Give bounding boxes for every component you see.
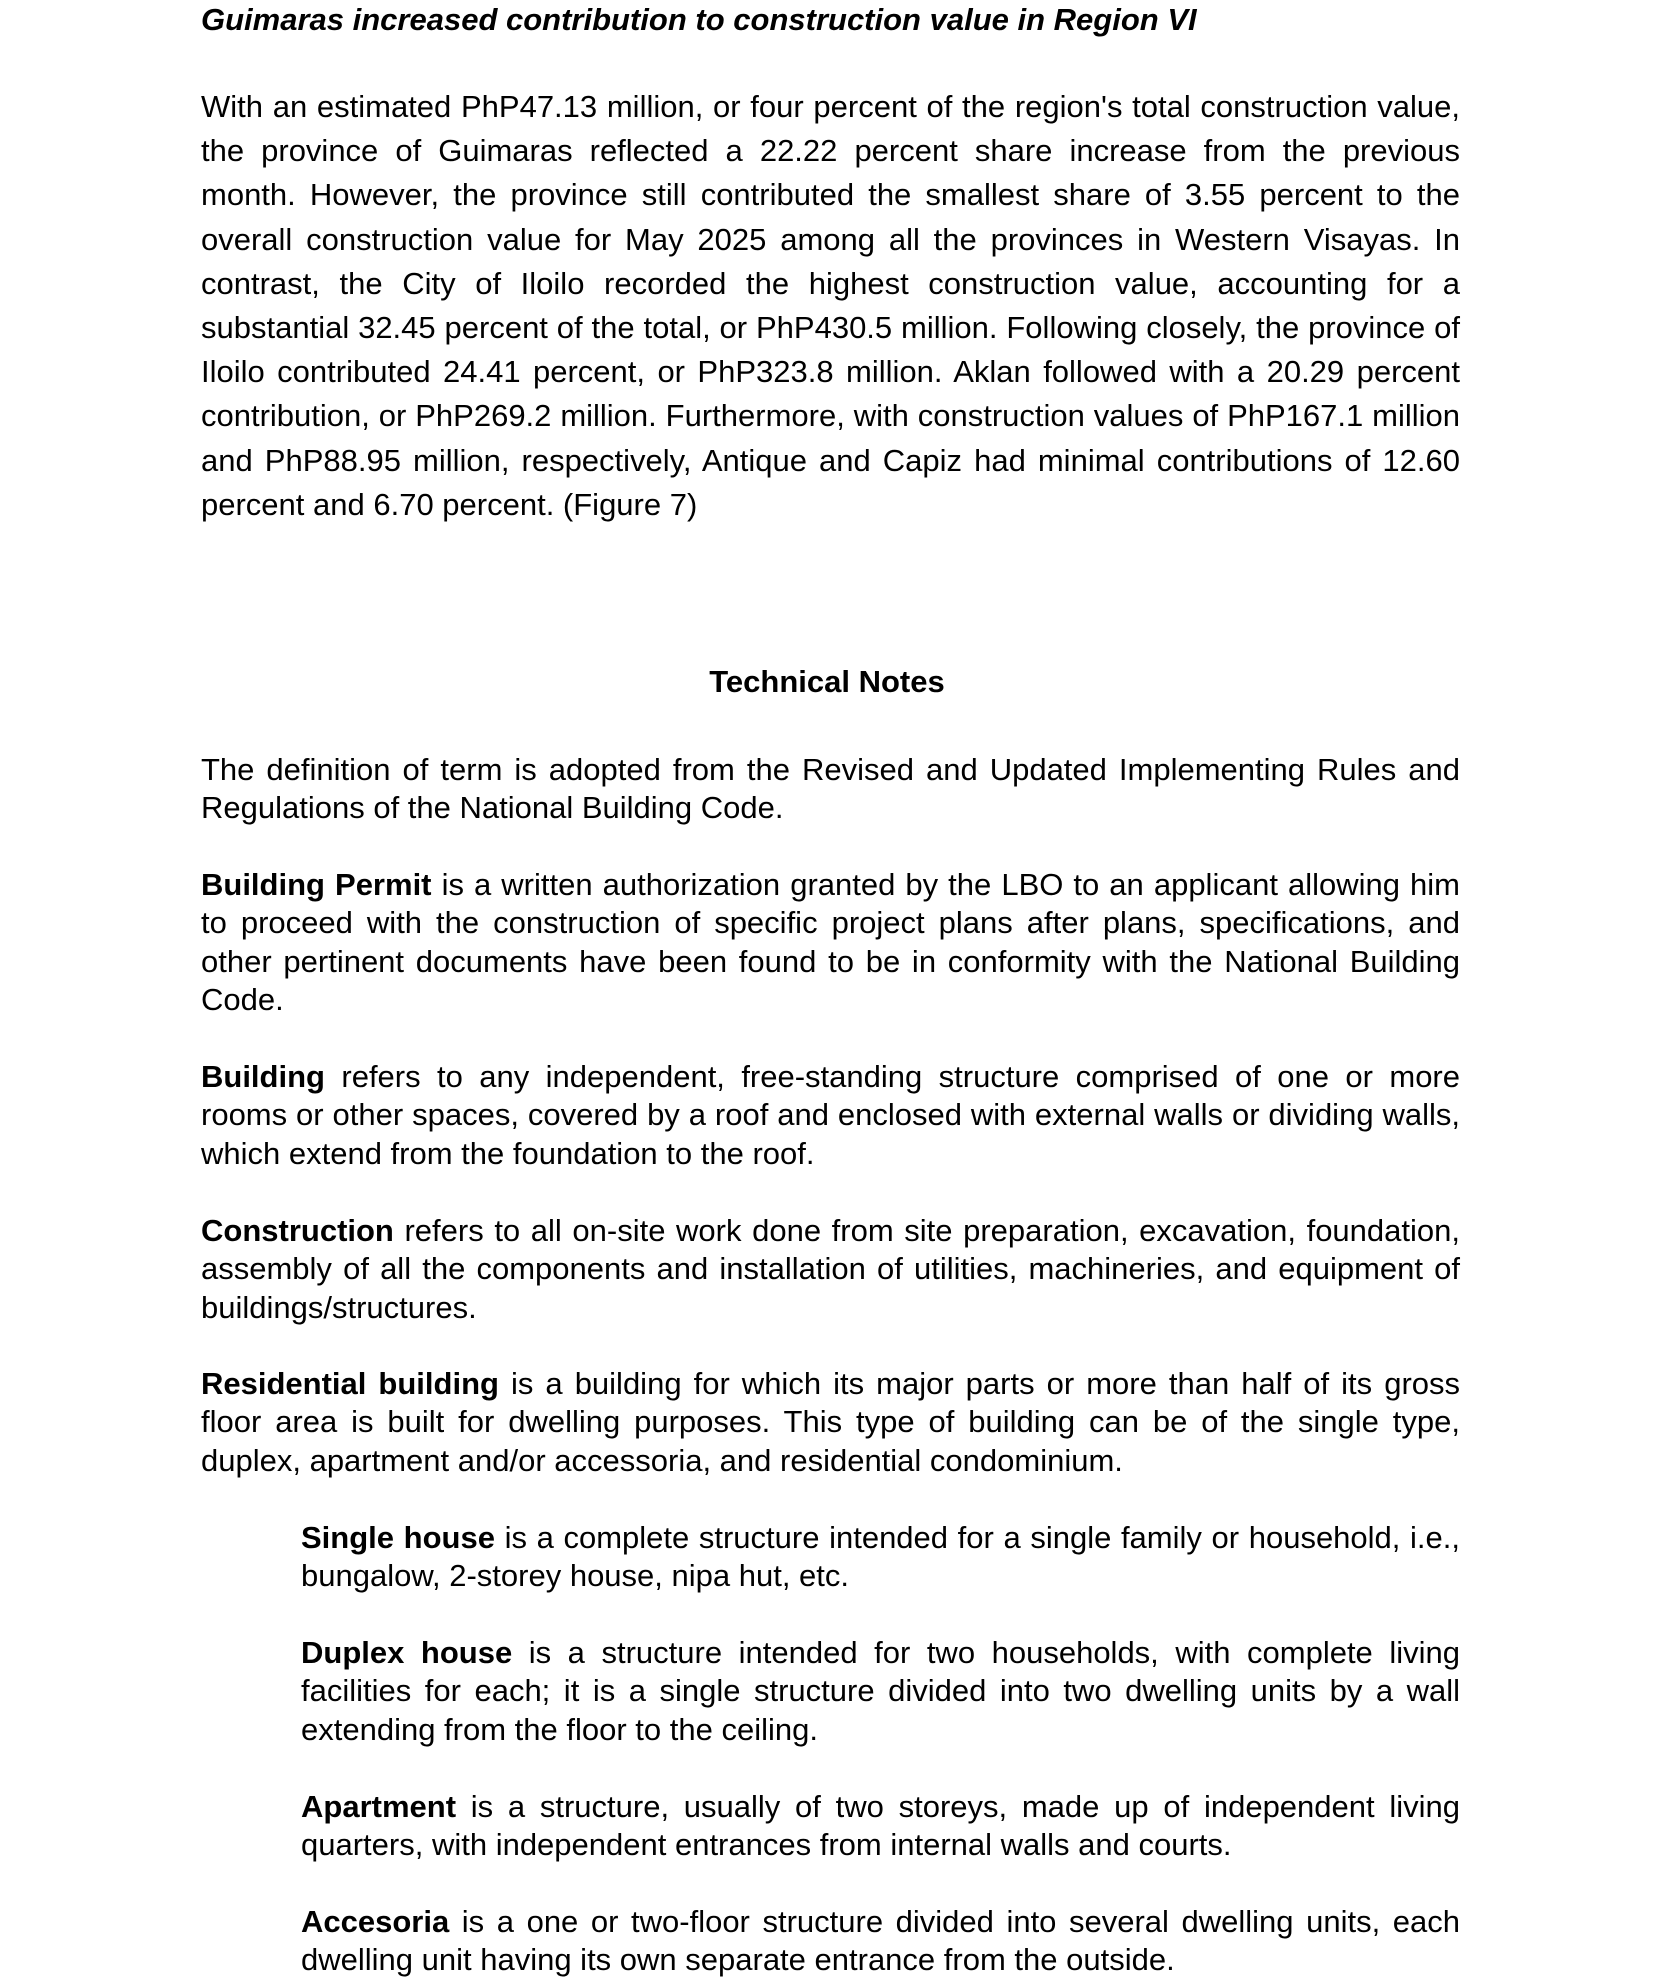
definition-text: is a structure intended for two households, with complete living facilities for each; it is a single structure divided into two dwelling units by a wall extending from the floor to the ceiling. [301, 1635, 1460, 1747]
definition-text: is a structure, usually of two storeys, made up of independent living quarters, with independent entrances from internal walls and courts. [301, 1789, 1460, 1863]
definition-duplex-house [301, 1634, 1460, 1749]
definition-building [201, 1058, 1460, 1173]
definition-term: Building [201, 1059, 325, 1094]
definition-term: Construction [201, 1213, 394, 1248]
definition-text: is a building for which its major parts or more than half of its gross floor area is built for dwelling purposes. This type of building can be of the single type, duplex, apartment and/or accessoria, and residential condominium. [201, 1366, 1461, 1478]
definition-single-house [301, 1519, 1460, 1596]
definition-text: is a complete structure intended for a single family or household, i.e., bungalow, 2-storey house, nipa hut, etc. [301, 1520, 1460, 1594]
definition-apartment [301, 1788, 1460, 1865]
definition-term: Apartment [301, 1789, 457, 1824]
definition-text: refers to any independent, free-standing structure comprised of one or more rooms or other spaces, covered by a roof and enclosed with external walls or dividing walls, which extend from the foundation to the roof. [201, 1059, 1460, 1171]
definition-construction [201, 1212, 1460, 1327]
definition-term: Residential building [201, 1366, 499, 1401]
definition-residential-building [201, 1365, 1460, 1480]
definition-text: is a one or two-floor structure divided into several dwelling units, each dwelling unit having its own separate entrance from the outside. [301, 1904, 1460, 1978]
definition-accesoria [301, 1903, 1460, 1980]
technical-notes-intro: The definition of term is adopted from the Revised and Updated Implementing Rules and Regulations of the National Building Code. [201, 752, 1460, 826]
technical-notes-title: Technical Notes [709, 664, 945, 699]
definition-term: Duplex house [301, 1635, 513, 1670]
definition-term: Accesoria [301, 1904, 450, 1939]
definition-text: refers to all on-site work done from site preparation, excavation, foundation, assembly of all the components and installation of utilities, machineries, and equipment of buildings/structures. [201, 1213, 1460, 1325]
definition-building-permit [201, 866, 1460, 1019]
definition-term: Building Permit [201, 867, 432, 902]
definition-text: is a written authorization granted by the LBO to an applicant allowing him to proceed with the construction of specific project plans after plans, specifications, and other pertinent documents have been found to be in conformity with the National Building Code. [201, 867, 1460, 1017]
definition-term: Single house [301, 1520, 495, 1555]
intro-paragraph: With an estimated PhP47.13 million, or four percent of the region's total construction value, the province of Guimaras reflected a 22.22 percent share increase from the previous month. However, the province still contributed the smallest share of 3.55 percent to the overall construction value for May 2025 among all the provinces in Western Visayas. In contrast, the City of Iloilo recorded the highest construction value, accounting for a substantial 32.45 percent of the total, or PhP430.5 million. Following closely, the province of Iloilo contributed 24.41 percent, or PhP323.8 million. Aklan followed with a 20.29 percent contribution, or PhP269.2 million. Furthermore, with construction values of PhP167.1 million and PhP88.95 million, respectively, Antique and Capiz had minimal contributions of 12.60 percent and 6.70 percent. (Figure 7) [201, 89, 1460, 522]
section-heading: Guimaras increased contribution to construction value in Region VI [201, 2, 1197, 37]
